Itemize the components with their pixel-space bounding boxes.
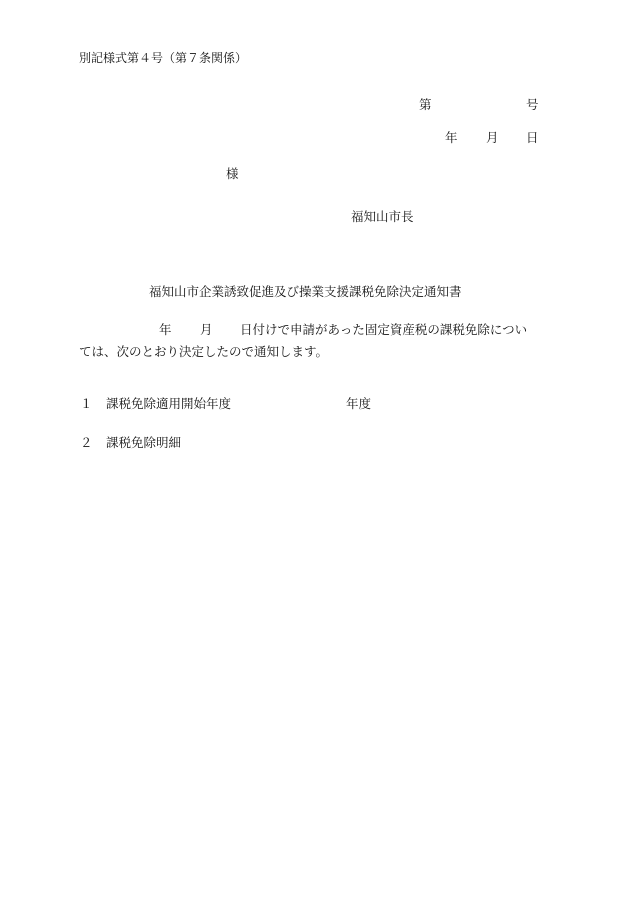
item-1-value-suffix: 年度 bbox=[346, 396, 372, 411]
body-month: 月 bbox=[200, 322, 213, 337]
issuer-name: 福知山市長 bbox=[351, 209, 414, 224]
addressee-honorific: 様 bbox=[226, 166, 239, 181]
item-2-label: 課税免除明細 bbox=[106, 435, 182, 450]
doc-date-day: 日 bbox=[526, 130, 539, 145]
item-2-number: ２ bbox=[80, 435, 93, 450]
body-line1-rest: 日付けで申請があった固定資産税の課税免除につい bbox=[240, 322, 528, 337]
doc-date-month: 月 bbox=[486, 130, 499, 145]
body-line2: ては、次のとおり決定したので通知します。 bbox=[79, 344, 329, 359]
item-1-number: １ bbox=[80, 396, 93, 411]
form-label: 別記様式第４号（第７条関係） bbox=[79, 51, 248, 65]
doc-number-suffix: 号 bbox=[526, 97, 539, 112]
body-year: 年 bbox=[159, 322, 172, 337]
doc-number-prefix: 第 bbox=[419, 97, 432, 112]
document-title: 福知山市企業誘致促進及び操業支援課税免除決定通知書 bbox=[149, 284, 462, 299]
doc-date-year: 年 bbox=[445, 130, 458, 145]
item-1-label: 課税免除適用開始年度 bbox=[106, 396, 232, 411]
